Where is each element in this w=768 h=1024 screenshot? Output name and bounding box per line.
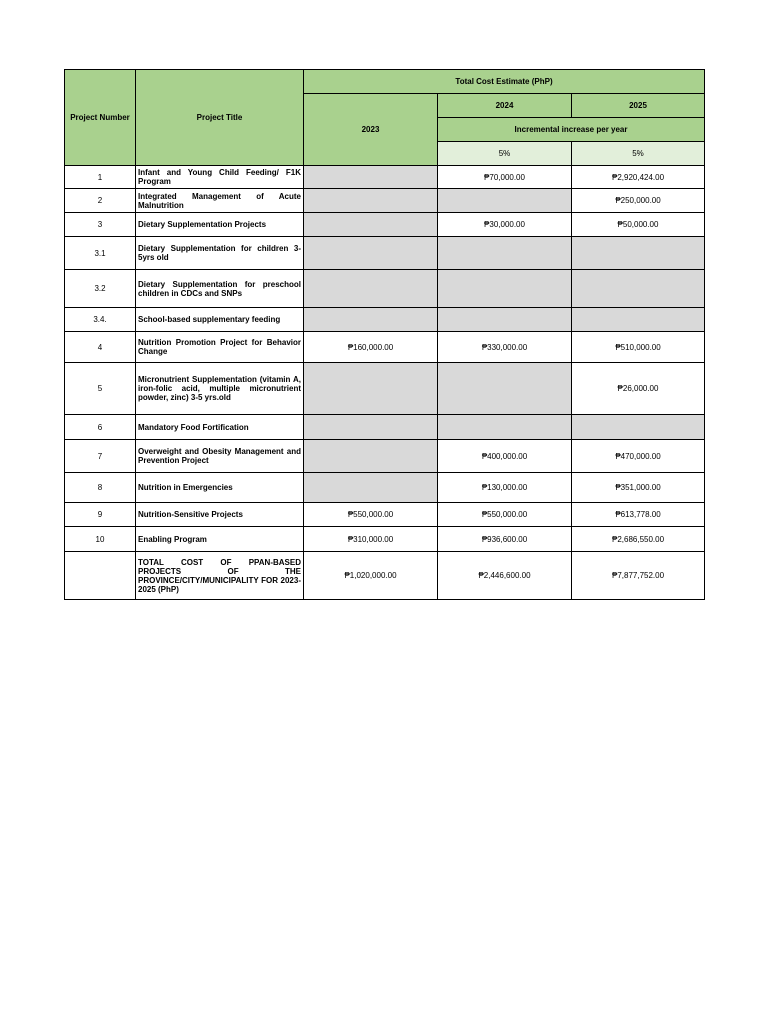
project-number-cell: 8: [65, 473, 136, 503]
table-row: [65, 363, 705, 415]
cost-2024-cell: ₱2,446,600.00: [438, 552, 572, 600]
project-title-cell: Mandatory Food Fortification: [136, 415, 304, 440]
cost-2025-cell: ₱50,000.00: [572, 213, 705, 237]
cost-2025-cell: ₱250,000.00: [572, 189, 705, 213]
table-row: [65, 189, 705, 213]
table-row: [65, 527, 705, 552]
cost-2023-cell: ₱1,020,000.00: [304, 552, 438, 600]
cost-2025-cell: ₱7,877,752.00: [572, 552, 705, 600]
table-row: [65, 473, 705, 503]
cost-2024-cell: [438, 415, 572, 440]
cost-2024-cell: [438, 189, 572, 213]
cost-2023-cell: [304, 440, 438, 473]
cost-2024-cell: ₱400,000.00: [438, 440, 572, 473]
cost-2024-cell: [438, 308, 572, 332]
project-title-cell: Integrated Management of Acute Malnutrition: [136, 189, 304, 213]
cost-2025-cell: ₱510,000.00: [572, 332, 705, 363]
cost-2025-cell: [572, 237, 705, 270]
project-title-cell: School-based supplementary feeding: [136, 308, 304, 332]
cost-2024-cell: ₱330,000.00: [438, 332, 572, 363]
project-title-cell: Nutrition in Emergencies: [136, 473, 304, 503]
cost-2023-cell: [304, 237, 438, 270]
table-row: [65, 166, 705, 189]
project-number-cell: 3.2: [65, 270, 136, 308]
cost-2025-cell: [572, 270, 705, 308]
project-number-cell: 3.4.: [65, 308, 136, 332]
project-title-cell: Dietary Supplementation for children 3-5yrs old: [136, 237, 304, 270]
cost-2023-cell: [304, 189, 438, 213]
cost-2023-cell: [304, 213, 438, 237]
cost-2023-cell: [304, 270, 438, 308]
cost-2024-cell: [438, 363, 572, 415]
project-title-cell: TOTAL COST OF PPAN-BASED PROJECTS OF THE PROVINCE/CITY/MUNICIPALITY FOR 2023-2025 (PhP): [136, 552, 304, 600]
project-number-cell: 5: [65, 363, 136, 415]
project-number-cell: 3: [65, 213, 136, 237]
cost-2024-cell: ₱130,000.00: [438, 473, 572, 503]
header-pct-2025: 5%: [572, 142, 705, 166]
header-incremental: Incremental increase per year: [438, 118, 705, 142]
cost-2025-cell: ₱351,000.00: [572, 473, 705, 503]
table-row: [65, 503, 705, 527]
project-title-cell: Nutrition Promotion Project for Behavior Change: [136, 332, 304, 363]
cost-2023-cell: [304, 308, 438, 332]
cost-2023-cell: ₱550,000.00: [304, 503, 438, 527]
project-title-cell: Enabling Program: [136, 527, 304, 552]
table-row: [65, 440, 705, 473]
project-title-cell: Overweight and Obesity Management and Prevention Project: [136, 440, 304, 473]
table-row: [65, 332, 705, 363]
project-title-cell: Nutrition-Sensitive Projects: [136, 503, 304, 527]
cost-2025-cell: [572, 415, 705, 440]
project-title-cell: Dietary Supplementation for preschool children in CDCs and SNPs: [136, 270, 304, 308]
cost-2023-cell: [304, 363, 438, 415]
project-number-cell: [65, 552, 136, 600]
project-title-cell: Micronutrient Supplementation (vitamin A, iron-folic acid, multiple micronutrient powder, zinc) 3-5 yrs.old: [136, 363, 304, 415]
cost-estimate-table: [64, 69, 705, 600]
cost-2025-cell: ₱2,686,550.00: [572, 527, 705, 552]
project-number-cell: 4: [65, 332, 136, 363]
cost-2024-cell: ₱550,000.00: [438, 503, 572, 527]
cost-2024-cell: ₱936,600.00: [438, 527, 572, 552]
table-row: [65, 237, 705, 270]
cost-2024-cell: ₱30,000.00: [438, 213, 572, 237]
project-title-cell: Infant and Young Child Feeding/ F1K Program: [136, 166, 304, 189]
table-row: [65, 415, 705, 440]
cost-2023-cell: ₱310,000.00: [304, 527, 438, 552]
header-pct-2024: 5%: [438, 142, 572, 166]
header-total-cost: Total Cost Estimate (PhP): [304, 70, 705, 94]
project-number-cell: 3.1: [65, 237, 136, 270]
cost-2025-cell: ₱470,000.00: [572, 440, 705, 473]
project-number-cell: 10: [65, 527, 136, 552]
cost-2024-cell: ₱70,000.00: [438, 166, 572, 189]
cost-2023-cell: ₱160,000.00: [304, 332, 438, 363]
cost-2025-cell: ₱2,920,424.00: [572, 166, 705, 189]
project-number-cell: 2: [65, 189, 136, 213]
cost-2023-cell: [304, 473, 438, 503]
table-row: [65, 213, 705, 237]
header-project-title: Project Title: [136, 70, 304, 166]
table-body: [65, 166, 705, 600]
cost-2023-cell: [304, 415, 438, 440]
table-row: [65, 270, 705, 308]
project-number-cell: 1: [65, 166, 136, 189]
cost-2023-cell: [304, 166, 438, 189]
cost-2024-cell: [438, 270, 572, 308]
table-row: [65, 308, 705, 332]
header-year-2023: 2023: [304, 94, 438, 166]
header-project-number: Project Number: [65, 70, 136, 166]
project-number-cell: 6: [65, 415, 136, 440]
cost-2025-cell: [572, 308, 705, 332]
project-title-cell: Dietary Supplementation Projects: [136, 213, 304, 237]
project-number-cell: 7: [65, 440, 136, 473]
project-number-cell: 9: [65, 503, 136, 527]
header-row-1: [65, 70, 705, 94]
cost-2025-cell: ₱26,000.00: [572, 363, 705, 415]
cost-2025-cell: ₱613,778.00: [572, 503, 705, 527]
table-row: [65, 552, 705, 600]
header-year-2025: 2025: [572, 94, 705, 118]
header-year-2024: 2024: [438, 94, 572, 118]
cost-2024-cell: [438, 237, 572, 270]
